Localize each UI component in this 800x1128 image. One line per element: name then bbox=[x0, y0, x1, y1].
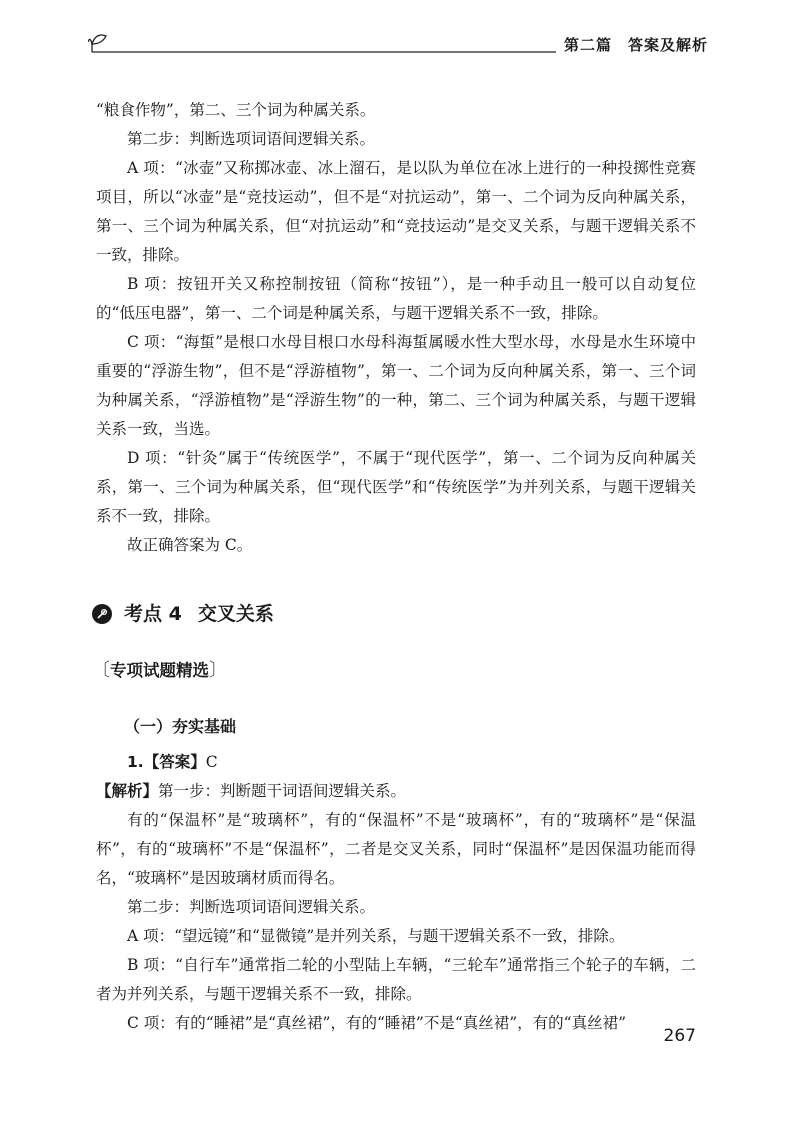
analysis-line bbox=[96, 777, 696, 806]
header-title: 第二篇 答案及解析 bbox=[556, 34, 708, 55]
paragraph: “粮食作物”，第二、三个词为种属关系。 bbox=[96, 101, 376, 119]
question-number: 1. bbox=[127, 753, 144, 771]
answer-line bbox=[96, 748, 696, 777]
bracket-close: 〕 bbox=[209, 659, 227, 681]
paragraph: B 项：“自行车”通常指二轮的小型陆上车辆，“三轮车”通常指三个轮子的车辆，二者为并列关系，与题干逻辑关系不一致，排除。 bbox=[96, 956, 696, 1003]
paragraph: 故正确答案为 C。 bbox=[127, 536, 253, 554]
paragraph: 有的“保温杯”是“玻璃杯”，有的“保温杯”不是“玻璃杯”，有的“玻璃杯”是“保温杯”，有的“玻璃杯”不是“保温杯”，二者是交叉关系，同时“保温杯”是因保温功能而得名，“玻璃杯”是因玻璃材质而得名。 bbox=[96, 811, 696, 887]
analysis-tag: 【解析】 bbox=[96, 782, 159, 800]
bracket-open: 〔 bbox=[92, 659, 110, 681]
paragraph: A 项：“冰壶”又称掷冰壶、冰上溜石，是以队为单位在冰上进行的一种投掷性竞赛项目，所以“冰壶”是“竞技运动”，但不是“对抗运动”，第一、二个词为反向种属关系，第一、三个词为种属关系，但“对抗运动”和“竞技运动”是交叉关系，与题干逻辑关系不一致，排除。 bbox=[96, 159, 696, 264]
subheading: （一）夯实基础 bbox=[124, 716, 237, 736]
answer-tag: 【答案】 bbox=[143, 753, 206, 771]
paragraph: C 项：“海蜇”是根口水母目根口水母科海蜇属暖水性大型水母，水母是水生环境中重要的“浮游生物”，但不是“浮游植物”，第一、二个词为反向种属关系，第一、三个词为种属关系，“浮游植物”是“浮游生物”的一种，第二、三个词为种属关系，与题干逻辑关系一致，当选。 bbox=[96, 333, 696, 438]
paragraph: B 项：按钮开关又称控制按钮（简称“按钮”），是一种手动且一般可以自动复位的“低压电器”，第一、二个词是种属关系，与题干逻辑关系不一致，排除。 bbox=[96, 275, 696, 322]
running-header bbox=[88, 28, 708, 58]
paragraph: 第二步：判断选项词语间逻辑关系。 bbox=[127, 130, 376, 148]
section-label: 考点 4 bbox=[124, 602, 182, 625]
bracket-heading-text: 专项试题精选 bbox=[110, 660, 209, 680]
paragraph: C 项：有的“睡裙”是“真丝裙”，有的“睡裙”不是“真丝裙”，有的“真丝裙” bbox=[127, 1014, 627, 1032]
analysis-text: 第一步：判断题干词语间逻辑关系。 bbox=[158, 782, 407, 800]
bracket-heading bbox=[92, 652, 696, 688]
section-title: 交叉关系 bbox=[197, 602, 274, 625]
paragraph: D 项：“针灸”属于“传统医学”，不属于“现代医学”，第一、二个词为反向种属关系，第一、三个词为种属关系，但“现代医学”和“传统医学”为并列关系，与题干逻辑关系不一致，排除。 bbox=[96, 449, 696, 525]
answer-value: C bbox=[205, 753, 218, 771]
paragraph: A 项：“望远镜”和“显微镜”是并列关系，与题干逻辑关系不一致，排除。 bbox=[127, 927, 625, 945]
page-content bbox=[92, 96, 696, 1038]
section-heading bbox=[92, 594, 696, 634]
sprout-badge-icon bbox=[92, 604, 112, 624]
page-number: 267 bbox=[663, 1026, 696, 1046]
paragraph: 第二步：判断选项词语间逻辑关系。 bbox=[127, 898, 376, 916]
